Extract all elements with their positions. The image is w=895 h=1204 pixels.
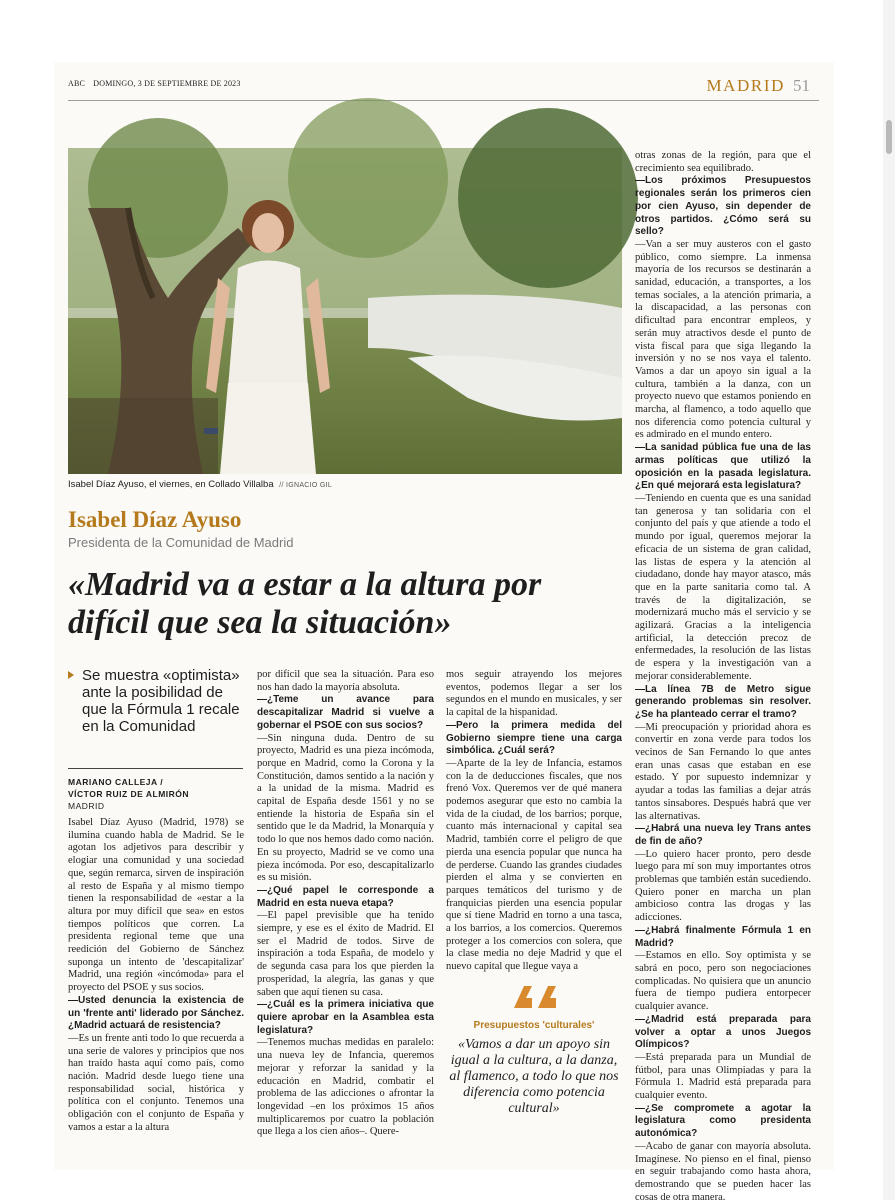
article-paragraph: —Estamos en ello. Soy optimista y se sabrá en poco, pero son negociaciones complicadas. No quisiera que un anuncio fuera de tiempo pudiera entorpecer cualquier avance. — [635, 950, 811, 1013]
header-divider — [68, 100, 819, 101]
byline-location: MADRID — [68, 801, 105, 811]
article-paragraph: —Está preparada para un Mundial de fútbol, para unas Olimpiadas y para la Fórmula 1. Madrid está preparada para cualquier evento. — [635, 1051, 811, 1102]
byline-divider — [68, 768, 243, 769]
scrollbar[interactable] — [883, 0, 895, 1200]
author-1: MARIANO CALLEJA / — [68, 777, 164, 787]
interview-question: —¿Habrá finalmente Fórmula 1 en Madrid? — [635, 924, 811, 949]
article-paragraph: —El papel previsible que ha tenido siempre, y ese es el éxito de Madrid. El ser el Madrid de todos. Sirve de inspiración a toda España, de modelo y de segunda casa para los que pierden la prosperidad, la alegría, las ganas y que saben que aquí tienen su casa. — [257, 910, 434, 998]
article-paragraph: mos seguir atrayendo los mejores eventos, podemos llegar a ser los segundos en el mundo en musicales, y ser la capital de la hispanidad. — [446, 669, 622, 719]
interview-question: —Pero la primera medida del Gobierno siempre tiene una carga simbólica. ¿Cuál será? — [446, 719, 622, 757]
article-paragraph: —Mi preocupación y prioridad ahora es convertir en zona verde para todos los vecinos de San Fernando lo que antes eran unas casas que estaban en ese estado. Y por supuesto indemnizar y ayudar a todas las familias a dejar atrás tantos sinsabores. Después habrá que ver las alternativas. — [635, 721, 811, 822]
page-header-left — [68, 79, 241, 88]
scrollbar-thumb[interactable] — [886, 120, 892, 154]
article-paragraph: —Acabo de ganar con mayoría absoluta. Imagínese. No pienso en el final, pienso en seguir trabajando como hasta ahora, demostrando que se pueden hacer las cosas de otra manera. — [635, 1140, 811, 1203]
article-paragraph: —Van a ser muy austeros con el gasto público, como siempre. La inmensa mayoría de los recursos se destinarán a sanidad, educación, a transportes, a los temas sociales, a la atención primaria, a la discapacidad, a las personas con dificultad para encontrar empleos, y serán muy atractivos desde el punto de vista fiscal para que siga llegando la inversión y no se nos vaya el talento. Vamos a dar un apoyo sin igual a la cultura, también a la danza, con un proyecto nuevo que estamos poniendo en marcha, al flamenco, a todo aquello que nos diferencia como potencia cultural y es admirado en el mundo entero. — [635, 238, 811, 441]
author-2: VÍCTOR RUIZ DE ALMIRÓN — [68, 789, 190, 799]
byline — [68, 776, 189, 812]
interview-question: —La línea 7B de Metro sigue generando problemas sin resolver. ¿Se ha planteado cerrar el tramo? — [635, 683, 811, 720]
article-paragraph: —Sin ninguna duda. Dentro de su proyecto, Madrid es una pieza incómoda, porque en Madrid, como la Corona y la Constitución, damos sentido a la nación y a la unidad de la misma. Madrid es capital de España desde 1561 y no se entiende la historia de España sin el sentido que le da Madrid, la Monarquía y todo lo que nos hemos dado como nación. En su proyecto, Madrid se ve como una pieza incómoda. Por eso, descapitalizarlo es su misión. — [257, 732, 434, 884]
interview-question: —¿Se compromete a agotar la legislatura como presidenta autonómica? — [635, 1102, 811, 1140]
interviewee-role: Presidenta de la Comunidad de Madrid — [68, 535, 294, 550]
article-paragraph: Isabel Díaz Ayuso (Madrid, 1978) se ilumina cuando habla de Madrid. Se le agotan los adjetivos para describir y elogiar una comunidad y una sociedad que, según remarca, sirven de inspiración al resto de España y al mismo tiempo tienen la responsabilidad de «estar a la altura por muy difícil que sea» en estos tiempos políticos que corren. La presidenta regional teme que una reedición del Gobierno de Sánchez suponga un intento de 'descapitalizar' Madrid, una región «incómoda» para el proyecto del PSOE y sus socios. — [68, 817, 244, 994]
article-photo — [68, 148, 622, 474]
article-paragraph: otras zonas de la región, para que el crecimiento sea equilibrado. — [635, 150, 811, 174]
article-paragraph: —Tenemos muchas medidas en paralelo: una nueva ley de Infancia, queremos mejorar y reforzar la sanidad y la educación en Madrid, combatir el problema de las adicciones o afrontar la longevidad –en los próximos 15 años multiplicaremos por cuatro la población que llega a los cien años–. Quere- — [257, 1037, 434, 1138]
article-column-3 — [446, 669, 622, 973]
article-paragraph: —Aparte de la ley de Infancia, estamos con la de deducciones fiscales, que nos frenó Vox. Queremos ver de qué manera podemos asegurar que esto no cambia la vida de la ciudad, de los barrios; porque, cuanto más internacional y capital sea Madrid, también corre el peligro de que pierda una esencia popular que nunca ha de perderse. Cuando las grandes ciudades pierden el alma y se convierten en parques temáticos del turismo y de franquicias pierden una esencia popular que sí tiene Madrid en torno a una tasca, a los barrios, a los comercios. Queremos proteger a los comercios con solera, que la clase media no deje Madrid y que el nuevo capital que llegue vaya a — [446, 757, 622, 973]
interview-question: —La sanidad pública fue una de las armas políticas que utilizó la oposición en la pasada legislatura. ¿En qué mejorará esta legislatura? — [635, 442, 811, 492]
interview-question: —¿Teme un avance para descapitalizar Madrid si vuelve a gobernar el PSOE con sus socios? — [257, 694, 434, 731]
newspaper-name: ABC — [68, 79, 86, 88]
triangle-bullet-icon — [68, 671, 74, 679]
issue-date: DOMINGO, 3 DE SEPTIEMBRE DE 2023 — [93, 79, 241, 88]
pull-quote-text: «Vamos a dar un apoyo sin igual a la cultura, a la danza, al flamenco, a todo lo que nos diferencia como potencia cultural» — [449, 1037, 619, 1116]
interview-question: —¿Qué papel le corresponde a Madrid en esta nueva etapa? — [257, 884, 434, 909]
page-number: 51 — [793, 76, 810, 95]
article-paragraph: —Lo quiero hacer pronto, pero desde luego para mí son muy importantes otros problemas que también están sucediendo. Quiero poner en marcha un plan ambicioso contra las drogas y las adicciones. — [635, 848, 811, 924]
subheadline-text: Se muestra «optimista» ante la posibilidad de que la Fórmula 1 recale en la Comunidad — [82, 667, 240, 735]
quote-marks-icon — [510, 982, 560, 1010]
headline: «Madrid va a estar a la altura por difícil que sea la situación» — [68, 566, 542, 641]
page-header-right — [706, 76, 810, 96]
interview-question: —¿Madrid está preparada para volver a optar a unos Juegos Olímpicos? — [635, 1013, 811, 1051]
pull-quote-label: Presupuestos 'culturales' — [473, 1020, 595, 1031]
photo-caption — [68, 479, 332, 490]
article-paragraph: por difícil que sea la situación. Para eso nos han dado la mayoría absoluta. — [257, 669, 434, 693]
article-column-4 — [635, 150, 811, 1203]
photo-illustration — [68, 148, 622, 474]
article-column-2 — [257, 669, 434, 1151]
interview-question: —¿Habrá una nueva ley Trans antes de fin de año? — [635, 823, 811, 847]
section-name: MADRID — [706, 76, 785, 95]
article-paragraph: —Teniendo en cuenta que es una sanidad tan generosa y tan solidaria con el conjunto del país y que atiende a todo el mundo por igual, queremos mejorar la eficacia de un sistema de gran calidad, las listas de espera y la atención al ciudadano, donde hay mayor atasco, más que en la parte sanitaria como tal. A través de la digitalización, se modernizará mucho más el servicio y se agilizará. Gracias a la inteligencia artificial, la detección precoz de enfermedades, la resolución de las listas de espera y la investigación van a mejorar considerablemente. — [635, 492, 811, 682]
interview-question: —Usted denuncia la existencia de un 'frente anti' liderado por Sánchez. ¿Madrid actuará de resistencia? — [68, 994, 244, 1032]
interviewee-name: Isabel Díaz Ayuso — [68, 507, 242, 532]
interview-question: —¿Cuál es la primera iniciativa que quiere aprobar en la Asamblea esta legislatura? — [257, 999, 434, 1036]
article-paragraph: —Es un frente anti todo lo que recuerda a una serie de valores y principios que nos han traído hasta aquí como país, como nación. Madrid desde luego tiene una responsabilidad social, histórica y política con el conjunto. Tenemos una obligación con el conjunto de España y vamos a estar a la altura — [68, 1032, 244, 1133]
caption-text: Isabel Díaz Ayuso, el viernes, en Collado Villalba — [68, 479, 274, 490]
photo-credit: // IGNACIO GIL — [279, 482, 333, 489]
subheadline — [68, 667, 248, 735]
article-column-1 — [68, 817, 244, 1147]
interview-question: —Los próximos Presupuestos regionales serán los primeros cien por cien Ayuso, sin depender de otros partidos. ¿Cómo será su sello? — [635, 175, 811, 238]
